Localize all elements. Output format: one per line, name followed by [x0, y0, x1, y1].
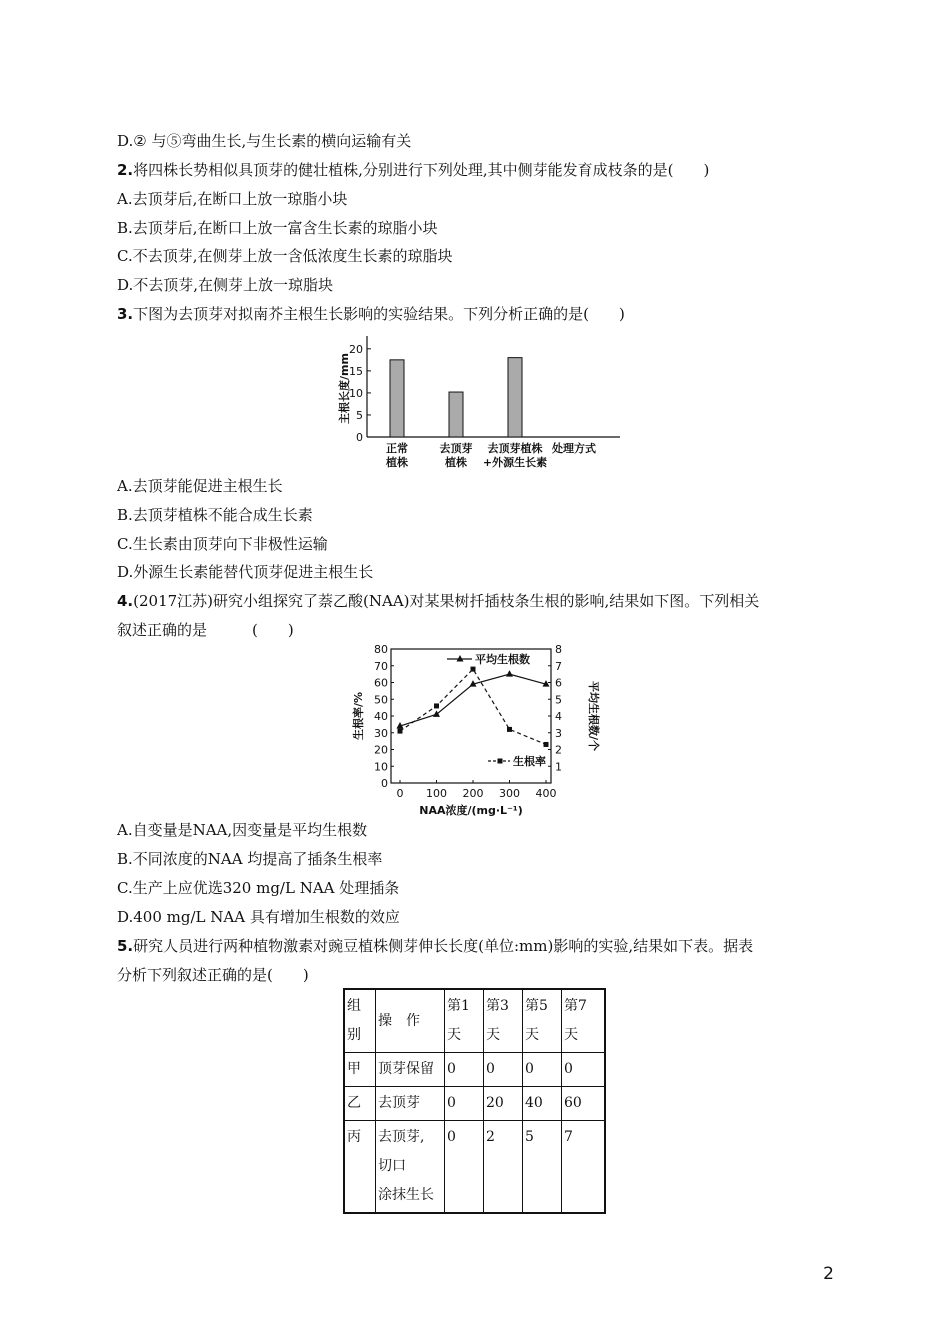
- line-chart: [350, 640, 610, 818]
- bar-chart: [335, 330, 625, 475]
- question-5-stem-cont: 分析下列叙述正确的是( ): [117, 966, 309, 984]
- question-text: 将四株长势相似具顶芽的健壮植株,分别进行下列处理,其中侧芽能发育成枝条的是( ): [133, 161, 710, 179]
- square-marker: [471, 667, 476, 672]
- q2-option-c: C.不去顶芽,在侧芽上放一含低浓度生长素的琼脂块: [117, 247, 453, 265]
- q3-option-b: B.去顶芽植株不能合成生长素: [117, 506, 313, 524]
- q2-option-d: D.不去顶芽,在侧芽上放一琼脂块: [117, 276, 334, 294]
- table-row: [344, 1121, 605, 1214]
- table-header-row: [344, 989, 605, 1053]
- cell-day5: 0: [523, 1053, 562, 1087]
- cell-day1: 0: [445, 1087, 484, 1121]
- cell-day1: 0: [445, 1053, 484, 1087]
- table-row: [344, 1087, 605, 1121]
- question-number: 3.: [117, 305, 134, 323]
- square-marker: [398, 729, 403, 734]
- header-day3: 第3 天: [484, 989, 523, 1053]
- legend-label: 生根率: [513, 755, 546, 768]
- right-tick-label: 4: [555, 710, 562, 723]
- right-axis-label: 平均生根数/个: [587, 680, 600, 752]
- bar: [449, 392, 463, 437]
- q4-option-b: B.不同浓度的NAA 均提高了插条生根率: [117, 850, 383, 868]
- q2-option-a: A.去顶芽后,在断口上放一琼脂小块: [117, 190, 348, 208]
- x-tick-label: 0: [396, 787, 404, 800]
- triangle-marker: [433, 710, 440, 717]
- left-tick-label: 30: [374, 726, 388, 740]
- q2-option-b: B.去顶芽后,在断口上放一富含生长素的琼脂小块: [117, 219, 438, 237]
- category-label: 植株: [445, 456, 467, 469]
- q3-option-a: A.去顶芽能促进主根生长: [117, 477, 283, 495]
- q4-option-c: C.生产上应优选320 mg/L NAA 处理插条: [117, 879, 400, 897]
- category-label: +外源生长素: [482, 456, 548, 469]
- q4-option-a: A.自变量是NAA,因变量是平均生根数: [117, 821, 368, 839]
- cell-day7: 7: [562, 1121, 606, 1214]
- square-marker: [507, 727, 512, 732]
- square-marker: [544, 742, 549, 747]
- question-2-stem: [117, 160, 709, 180]
- cell-day7: 60: [562, 1087, 606, 1121]
- x-tick-label: 400: [535, 787, 557, 800]
- q4-option-d: D.400 mg/L NAA 具有增加生根数的效应: [117, 908, 400, 926]
- left-tick-label: 0: [381, 777, 388, 790]
- cell-day1: 0: [445, 1121, 484, 1214]
- right-tick-label: 7: [555, 659, 562, 673]
- right-tick-label: 3: [555, 726, 562, 740]
- q3-option-d: D.外源生长素能替代顶芽促进主根生长: [117, 563, 374, 581]
- bar: [390, 360, 404, 437]
- q3-option-c: C.生长素由顶芽向下非极性运输: [117, 535, 328, 553]
- y-tick-label: 15: [349, 364, 363, 378]
- legend-triangle-marker: [457, 655, 464, 662]
- cell-group: 甲: [344, 1053, 376, 1087]
- q1-option-d: D.② 与⑤弯曲生长,与生长素的横向运输有关: [117, 132, 412, 150]
- cell-day5: 5: [523, 1121, 562, 1214]
- legend-square-marker: [498, 759, 503, 764]
- category-label: 去顶芽植株: [487, 442, 543, 455]
- y-tick-label: 0: [356, 431, 363, 444]
- left-tick-label: 20: [374, 743, 388, 757]
- question-number: 2.: [117, 161, 134, 179]
- bar: [508, 358, 522, 437]
- right-tick-label: 2: [555, 743, 562, 757]
- legend-label: 平均生根数: [475, 653, 530, 666]
- x-axis-label: NAA浓度/(mg·L⁻¹): [419, 804, 523, 817]
- header-operation: 操 作: [376, 989, 445, 1053]
- cell-operation: 去顶芽, 切口 涂抹生长: [376, 1121, 445, 1214]
- page-number: 2: [823, 1264, 834, 1284]
- header-day7: 第7 天: [562, 989, 606, 1053]
- left-tick-label: 70: [374, 659, 388, 673]
- left-tick-label: 80: [374, 643, 388, 656]
- question-5-stem: [117, 936, 753, 956]
- table-row: [344, 1053, 605, 1087]
- cell-operation: 去顶芽: [376, 1087, 445, 1121]
- question-4-stem-cont: 叙述正确的是 ( ): [117, 621, 294, 639]
- right-tick-label: 5: [555, 693, 562, 707]
- category-label: 正常: [386, 442, 408, 455]
- question-3-stem: [117, 304, 625, 324]
- results-table: [343, 988, 606, 1214]
- y-tick-label: 10: [349, 386, 363, 400]
- left-tick-label: 50: [374, 693, 388, 707]
- cell-group: 丙: [344, 1121, 376, 1214]
- right-tick-label: 1: [555, 760, 562, 774]
- cell-day7: 0: [562, 1053, 606, 1087]
- header-day1: 第1 天: [445, 989, 484, 1053]
- y-tick-label: 5: [356, 408, 363, 422]
- left-axis-label: 生根率/%: [352, 691, 365, 741]
- question-4-stem: [117, 591, 759, 611]
- cell-day3: 20: [484, 1087, 523, 1121]
- left-tick-label: 40: [374, 710, 388, 723]
- header-group: 组 别: [344, 989, 376, 1053]
- left-tick-label: 10: [374, 760, 388, 774]
- cell-day3: 2: [484, 1121, 523, 1214]
- right-tick-label: 8: [555, 643, 562, 656]
- x-tick-label: 300: [499, 787, 520, 800]
- question-number: 4.: [117, 592, 134, 610]
- cell-group: 乙: [344, 1087, 376, 1121]
- triangle-marker: [506, 670, 513, 677]
- x-axis-label: 处理方式: [552, 442, 596, 455]
- right-tick-label: 6: [555, 676, 562, 690]
- x-tick-label: 200: [462, 787, 484, 800]
- category-label: 植株: [386, 456, 408, 469]
- category-label: 去顶芽: [439, 442, 473, 455]
- y-axis-label: 主根长度/mm: [338, 353, 351, 424]
- question-text: 研究人员进行两种植物激素对豌豆植株侧芽伸长长度(单位:mm)影响的实验,结果如下表。据表: [133, 937, 754, 955]
- left-tick-label: 60: [374, 676, 388, 690]
- cell-operation: 顶芽保留: [376, 1053, 445, 1087]
- cell-day3: 0: [484, 1053, 523, 1087]
- cell-day5: 40: [523, 1087, 562, 1121]
- y-tick-label: 20: [349, 342, 363, 356]
- x-tick-label: 100: [426, 787, 447, 800]
- question-text: (2017江苏)研究小组探究了萘乙酸(NAA)对某果树扦插枝条生根的影响,结果如下图。下列相关: [133, 592, 760, 610]
- question-text: 下图为去顶芽对拟南芥主根生长影响的实验结果。下列分析正确的是( ): [133, 305, 625, 323]
- square-marker: [434, 703, 439, 708]
- question-number: 5.: [117, 937, 134, 955]
- header-day5: 第5 天: [523, 989, 562, 1053]
